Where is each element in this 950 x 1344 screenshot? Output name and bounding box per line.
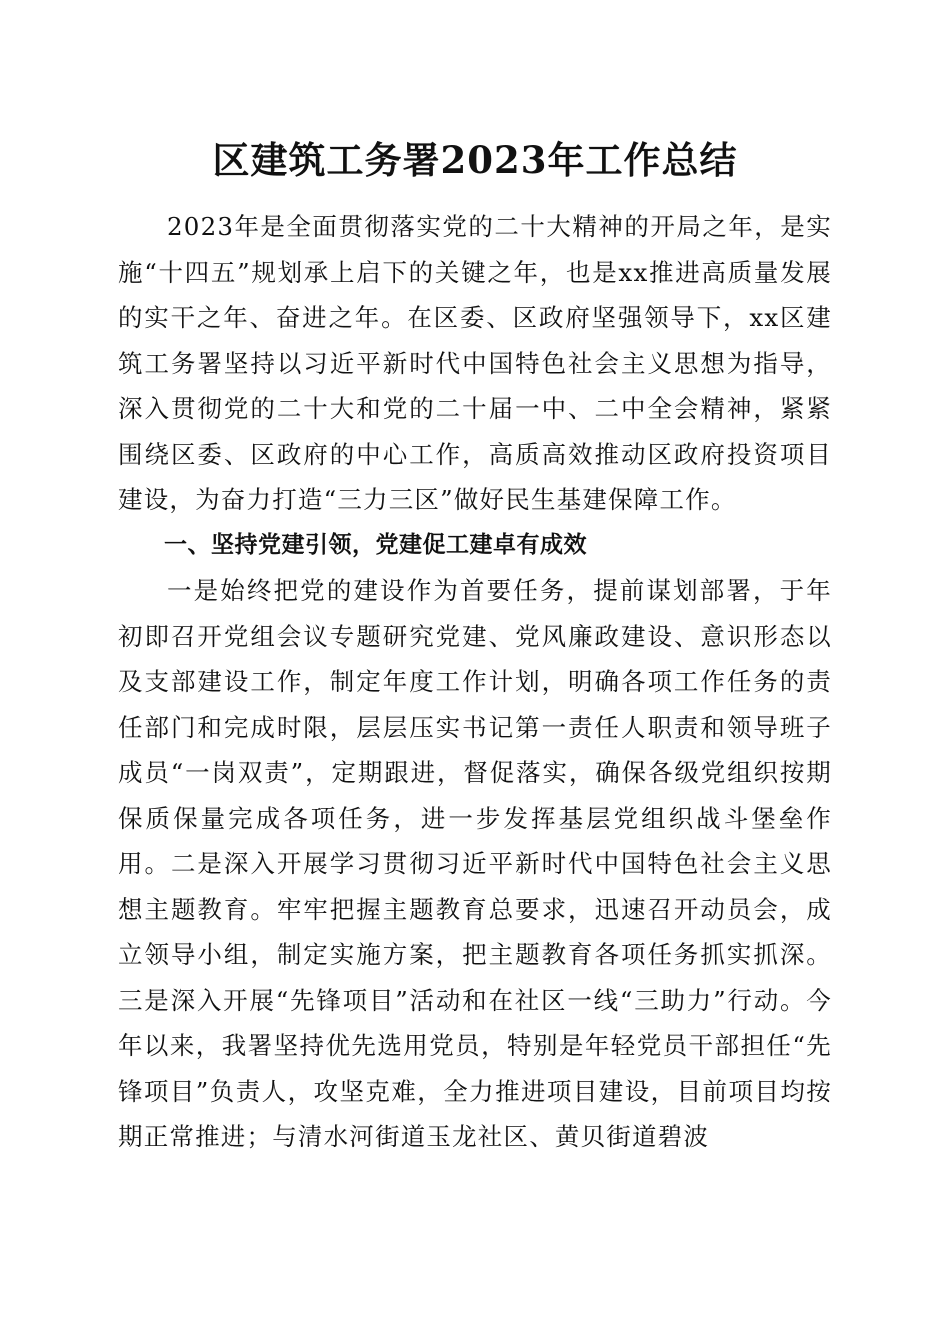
document-title: 区建筑工务署2023年工作总结 xyxy=(212,138,738,182)
intro-paragraph: 2023年是全面贯彻落实党的二十大精神的开局之年，是实施“十四五”规划承上启下的关键之年，也是xx推进高质量发展的实干之年、奋进之年。在区委、区政府坚强领导下，xx区建筑工务署坚持以习近平新时代中国特色社会主义思想为指导，深入贯彻党的二十大和党的二十届一中、二中全会精神，紧紧围绕区委、区政府的中心工作，高质高效推动区政府投资项目建设，为奋力打造“三力三区”做好民生基建保障工作。 xyxy=(118,212,832,514)
document-body xyxy=(118,204,832,1160)
section-heading-1: 一、坚持党建引领，党建促工建卓有成效 xyxy=(164,531,587,558)
section-1-paragraph: 一是始终把党的建设作为首要任务，提前谋划部署，于年初即召开党组会议专题研究党建、党风廉政建设、意识形态以及支部建设工作，制定年度工作计划，明确各项工作任务的责任部门和完成时限，层层压实书记第一责任人职责和领导班子成员“一岗双责”，定期跟进，督促落实，确保各级党组织按期保质保量完成各项任务，进一步发挥基层党组织战斗堡垒作用。二是深入开展学习贯彻习近平新时代中国特色社会主义思想主题教育。牢牢把握主题教育总要求，迅速召开动员会，成立领导小组，制定实施方案，把主题教育各项任务抓实抓深。三是深入开展“先锋项目”活动和在社区一线“三助力”行动。今年以来，我署坚持优先选用党员，特别是年轻党员干部担任“先锋项目”负责人，攻坚克难，全力推进项目建设，目前项目均按期正常推进；与清水河街道玉龙社区、黄贝街道碧波 xyxy=(118,576,832,1151)
